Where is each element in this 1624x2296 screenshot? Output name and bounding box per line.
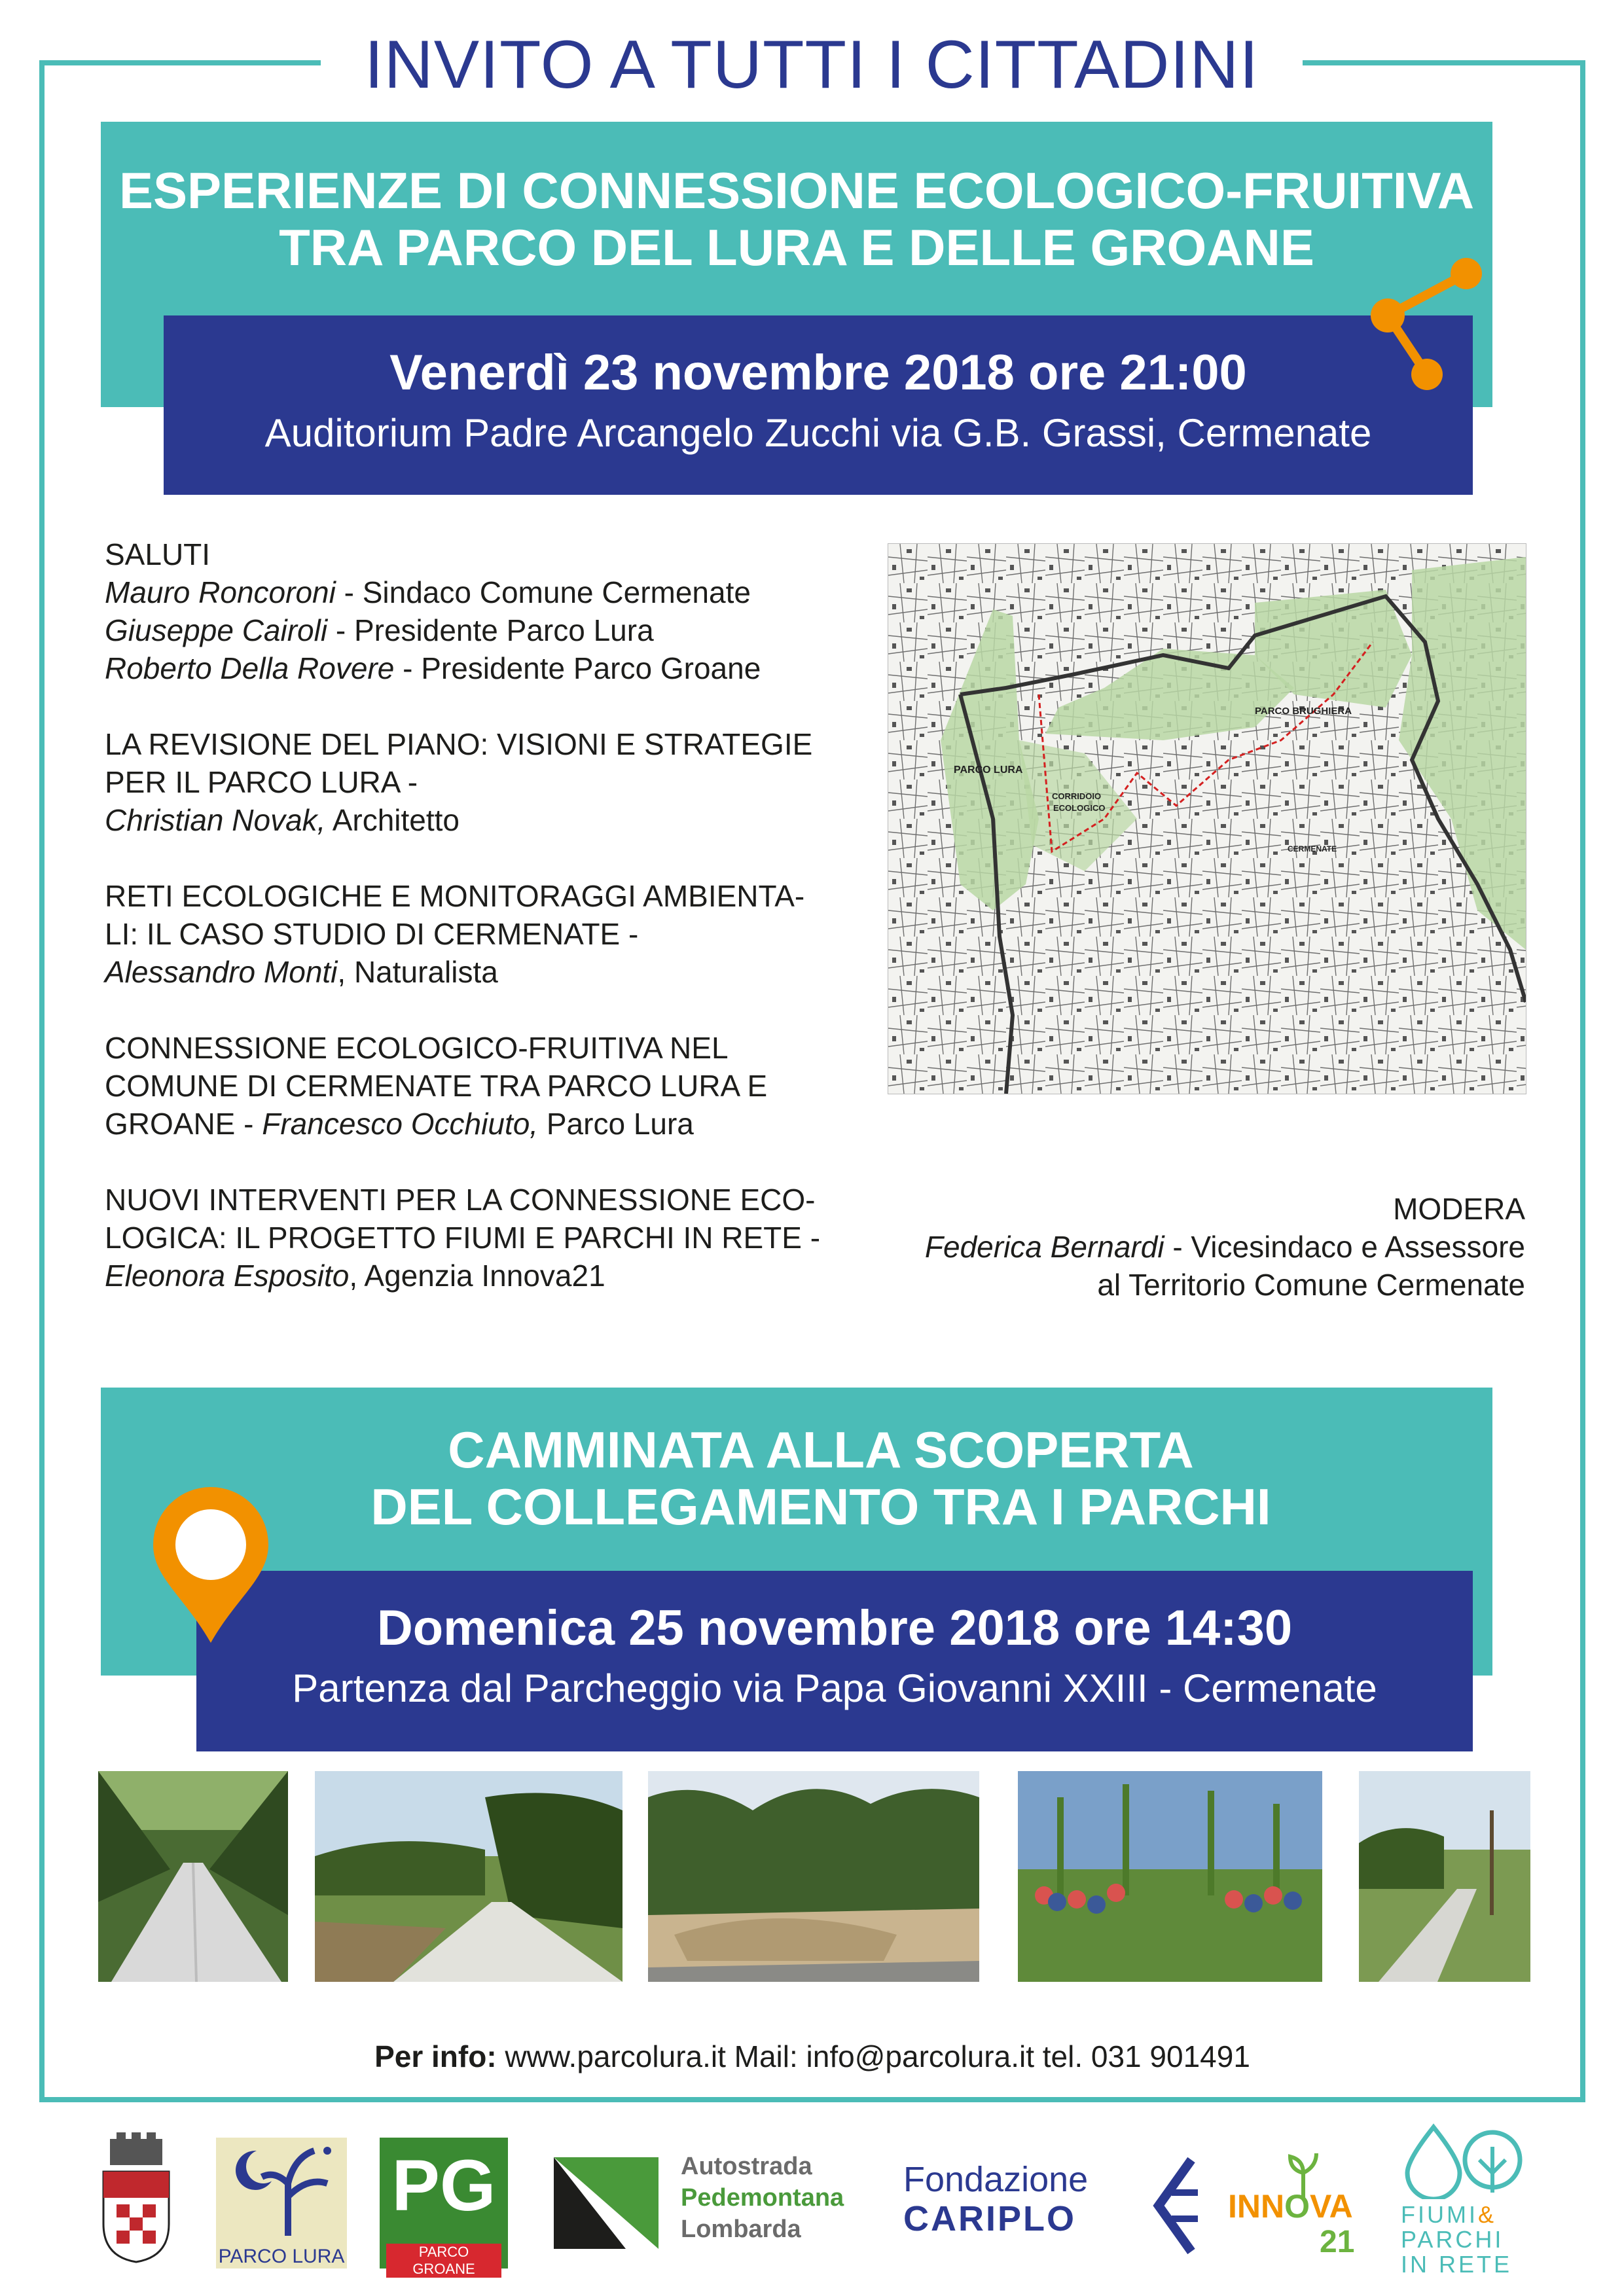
speaker-role: Parco Lura [538, 1107, 694, 1141]
event2-title-line2: DEL COLLEGAMENTO TRA I PARCHI [370, 1478, 1271, 1536]
moderator-name: Federica Bernardi [924, 1230, 1164, 1264]
speaker-role: , Agenzia Innova21 [349, 1259, 605, 1293]
connection-icon [1362, 249, 1492, 406]
talk-item [105, 877, 844, 991]
map-label-corridoio: CORRIDOIO [1052, 791, 1102, 801]
innova21-logo [1228, 2153, 1372, 2258]
pedemontana-logo [681, 2151, 844, 2245]
speaker-name: Eleonora Esposito [105, 1259, 350, 1293]
talk-title-line: LI: IL CASO STUDIO DI CERMENATE - [105, 917, 639, 951]
talk-title-line: LA REVISIONE DEL PIANO: VISIONI E STRATEGIE [105, 727, 813, 761]
innova-text-b: VA [1310, 2188, 1353, 2225]
event2-title [101, 1422, 1541, 1536]
pedemontana-line3: Lombarda [681, 2215, 801, 2243]
location-pin-icon [145, 1479, 276, 1649]
pedemontana-mark-icon [554, 2157, 659, 2249]
talk-title-line: LOGICA: IL PROGETTO FIUMI E PARCHI IN RETE - [105, 1221, 821, 1255]
speaker-name: Roberto Della Rovere [105, 651, 395, 685]
event1-details [164, 315, 1473, 495]
fiumi-line1: FIUMI [1401, 2201, 1478, 2228]
event1-title-line1: ESPERIENZE DI CONNESSIONE ECOLOGICO-FRUITIVA [118, 162, 1475, 219]
speaker-name: Francesco Occhiuto, [262, 1107, 539, 1141]
moderator-role-2: al Territorio Comune Cermenate [1097, 1268, 1525, 1302]
info-text: www.parcolura.it Mail: info@parcolura.it tel. 031 901491 [496, 2039, 1250, 2073]
innova-text-a: INN [1228, 2188, 1285, 2225]
contact-info [39, 2039, 1585, 2074]
speaker-name: Alessandro Monti [105, 955, 338, 989]
fiumi-line2: PARCHI [1401, 2226, 1504, 2253]
event2-place: Partenza dal Parcheggio via Papa Giovanni XXIII - Cermenate [292, 1666, 1377, 1710]
speaker-name: Mauro Roncoroni [105, 575, 336, 609]
photo-tree-lined-path [98, 1771, 288, 1982]
info-label: Per info: [374, 2039, 497, 2073]
pedemontana-line1: Autostrada [681, 2153, 812, 2180]
speaker-role: - Sindaco Comune Cermenate [335, 575, 751, 609]
speaker-name: Christian Novak, [105, 803, 326, 837]
area-map [888, 543, 1526, 1094]
photo-paved-trail [1359, 1771, 1530, 1982]
talk-title-line: COMUNE DI CERMENATE TRA PARCO LURA E [105, 1069, 768, 1103]
event2-title-line1: CAMMINATA ALLA SCOPERTA [448, 1421, 1194, 1479]
map-drawing [888, 544, 1526, 1094]
cariplo-line2: CARIPLO [903, 2199, 1076, 2238]
fiumi-parchi-logo [1394, 2121, 1532, 2278]
talk-item [105, 725, 844, 839]
program-list [105, 535, 844, 1333]
parco-groane-label: PARCO GROANE [386, 2244, 501, 2278]
map-label-lura: PARCO LURA [954, 764, 1023, 776]
frame-right [1580, 60, 1585, 2102]
talk-title-line: PER IL PARCO LURA - [105, 765, 418, 799]
photo-country-road [315, 1771, 623, 1982]
moderator-heading: MODERA [1393, 1192, 1525, 1226]
event1-title-line2: TRA PARCO DEL LURA E DELLE GROANE [279, 219, 1314, 277]
frame-bottom [39, 2097, 1585, 2102]
event1-title [101, 162, 1492, 277]
event2-details [196, 1571, 1473, 1751]
pedemontana-line2: Pedemontana [681, 2184, 844, 2212]
speaker-role: - Presidente Parco Lura [327, 613, 654, 647]
saluti-heading: SALUTI [105, 537, 211, 571]
speaker-name: Giuseppe Cairoli [105, 613, 328, 647]
parco-lura-logo [216, 2138, 347, 2269]
moderator-role: - Vicesindaco e Assessore [1164, 1230, 1525, 1264]
event2-date: Domenica 25 novembre 2018 ore 14:30 [376, 1600, 1293, 1656]
fiumi-line3: IN RETE [1401, 2251, 1513, 2278]
frame-left [39, 60, 45, 2102]
speaker-role: Architetto [325, 803, 460, 837]
talk-item [105, 1181, 844, 1295]
talk-item [105, 1029, 844, 1143]
fiumi-amp: & [1477, 2201, 1496, 2228]
speaker-role: - Presidente Parco Groane [394, 651, 761, 685]
cariplo-line1: Fondazione [903, 2160, 1089, 2199]
frame-top-right [1303, 60, 1585, 65]
speaker-role: , Naturalista [337, 955, 498, 989]
parco-groane-mark: PG [391, 2145, 496, 2226]
moderator-block [871, 1190, 1525, 1304]
drop-tree-icon [1394, 2121, 1532, 2199]
cariplo-mark-icon [1146, 2153, 1204, 2258]
event1-place: Auditorium Padre Arcangelo Zucchi via G.B. Grassi, Cermenate [264, 411, 1372, 455]
event1-date: Venerdì 23 novembre 2018 ore 21:00 [389, 345, 1247, 401]
frame-top-left [39, 60, 321, 65]
talk-title-line: NUOVI INTERVENTI PER LA CONNESSIONE ECO- [105, 1183, 816, 1217]
page-title: INVITO A TUTTI I CITTADINI [364, 27, 1259, 103]
parco-groane-logo [380, 2138, 508, 2277]
map-label-cermenate: CERMENATE [1288, 844, 1337, 853]
photo-children-group [1018, 1771, 1322, 1982]
saluti-section [105, 535, 844, 687]
talk-title-line: GROANE - [105, 1107, 262, 1141]
talk-title-line: CONNESSIONE ECOLOGICO-FRUITIVA NEL [105, 1031, 729, 1065]
photo-construction-site [648, 1771, 979, 1982]
tree-moon-icon [216, 2138, 347, 2242]
innova-o-icon: O [1284, 2188, 1310, 2225]
cermenate-coat-of-arms [97, 2132, 175, 2263]
cariplo-logo [903, 2160, 1088, 2238]
map-label-ecologico: ECOLOGICO [1053, 803, 1106, 813]
parco-lura-label: PARCO LURA [218, 2246, 345, 2267]
talk-title-line: RETI ECOLOGICHE E MONITORAGGI AMBIENTA- [105, 879, 805, 913]
map-label-brughiera: PARCO BRUGHIERA [1255, 706, 1352, 717]
innova-number: 21 [1320, 2225, 1355, 2259]
